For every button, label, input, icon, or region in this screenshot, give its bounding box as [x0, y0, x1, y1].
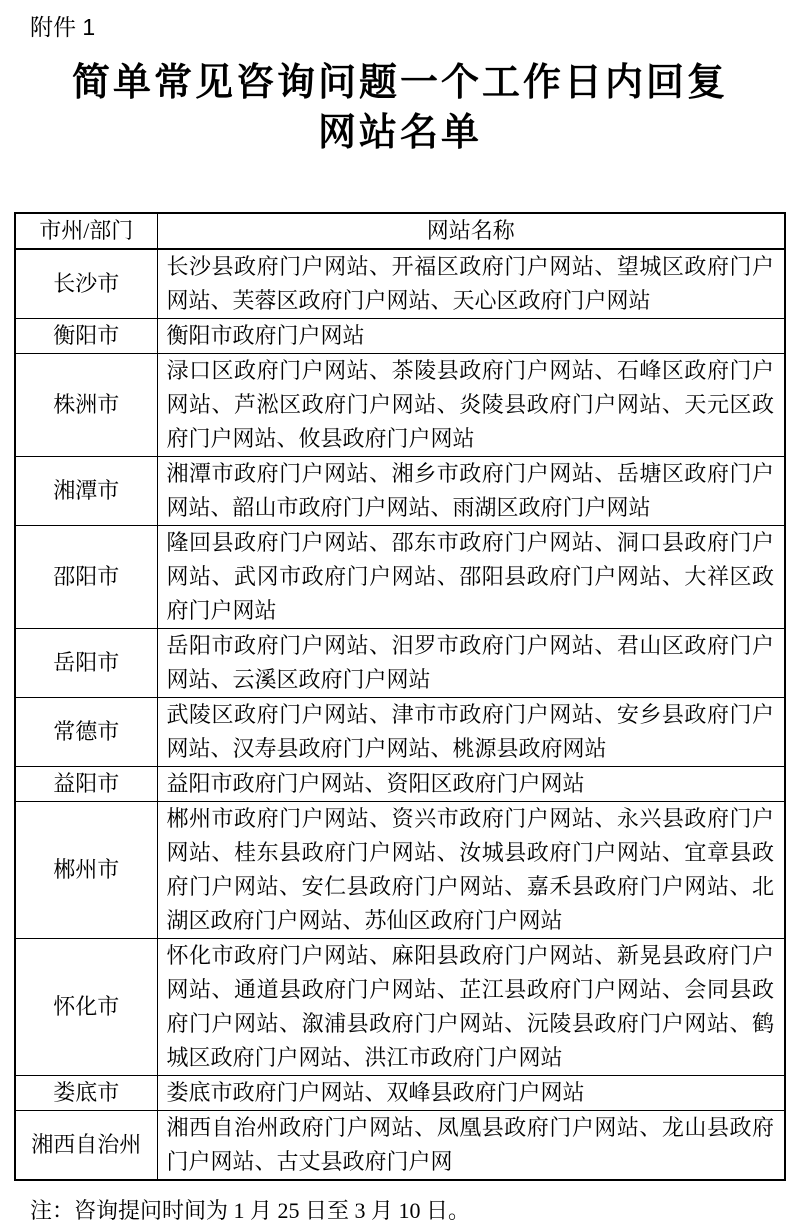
websites-cell: 岳阳市政府门户网站、汨罗市政府门户网站、君山区政府门户网站、云溪区政府门户网站 [157, 629, 785, 698]
header-website-name: 网站名称 [157, 213, 785, 249]
table-row [15, 939, 785, 1076]
region-cell: 常德市 [15, 698, 157, 767]
region-cell: 怀化市 [15, 939, 157, 1076]
table-row [15, 1111, 785, 1181]
websites-cell: 长沙县政府门户网站、开福区政府门户网站、望城区政府门户网站、芙蓉区政府门户网站、天心区政府门户网站 [157, 249, 785, 319]
region-cell: 郴州市 [15, 802, 157, 939]
table-row [15, 802, 785, 939]
table-row [15, 1076, 785, 1111]
table-row [15, 698, 785, 767]
table-row [15, 767, 785, 802]
region-cell: 长沙市 [15, 249, 157, 319]
websites-cell: 湘西自治州政府门户网站、凤凰县政府门户网站、龙山县政府门户网站、古丈县政府门户网 [157, 1111, 785, 1181]
region-cell: 株洲市 [15, 354, 157, 457]
websites-cell: 怀化市政府门户网站、麻阳县政府门户网站、新晃县政府门户网站、通道县政府门户网站、芷江县政府门户网站、会同县政府门户网站、溆浦县政府门户网站、沅陵县政府门户网站、鹤城区政府门户网站、洪江市政府门户网站 [157, 939, 785, 1076]
websites-cell: 衡阳市政府门户网站 [157, 319, 785, 354]
footnote: 注：咨询提问时间为 1 月 25 日至 3 月 10 日。 [30, 1198, 471, 1220]
websites-cell: 娄底市政府门户网站、双峰县政府门户网站 [157, 1076, 785, 1111]
region-cell: 衡阳市 [15, 319, 157, 354]
table-row [15, 354, 785, 457]
region-cell: 岳阳市 [15, 629, 157, 698]
websites-cell: 湘潭市政府门户网站、湘乡市政府门户网站、岳塘区政府门户网站、韶山市政府门户网站、雨湖区政府门户网站 [157, 457, 785, 526]
websites-cell: 郴州市政府门户网站、资兴市政府门户网站、永兴县政府门户网站、桂东县政府门户网站、汝城县政府门户网站、宜章县政府门户网站、安仁县政府门户网站、嘉禾县政府门户网站、北湖区政府门户网站、苏仙区政府门户网站 [157, 802, 785, 939]
region-cell: 益阳市 [15, 767, 157, 802]
table-header-row [15, 213, 785, 249]
table-row [15, 526, 785, 629]
websites-table [14, 212, 786, 1181]
header-region: 市州/部门 [15, 213, 157, 249]
table-row [15, 629, 785, 698]
table-row [15, 249, 785, 319]
region-cell: 邵阳市 [15, 526, 157, 629]
websites-cell: 隆回县政府门户网站、邵东市政府门户网站、洞口县政府门户网站、武冈市政府门户网站、邵阳县政府门户网站、大祥区政府门户网站 [157, 526, 785, 629]
document-title-line-1: 简单常见咨询问题一个工作日内回复 [71, 62, 728, 104]
attachment-label: 附件 1 [30, 14, 96, 40]
region-cell: 湘西自治州 [15, 1111, 157, 1181]
document-title [0, 58, 800, 158]
websites-cell: 益阳市政府门户网站、资阳区政府门户网站 [157, 767, 785, 802]
table-row [15, 457, 785, 526]
table-row [15, 319, 785, 354]
websites-cell: 渌口区政府门户网站、茶陵县政府门户网站、石峰区政府门户网站、芦淞区政府门户网站、炎陵县政府门户网站、天元区政府门户网站、攸县政府门户网站 [157, 354, 785, 457]
document-title-line-2: 网站名单 [317, 112, 482, 154]
region-cell: 湘潭市 [15, 457, 157, 526]
websites-cell: 武陵区政府门户网站、津市市政府门户网站、安乡县政府门户网站、汉寿县政府门户网站、桃源县政府网站 [157, 698, 785, 767]
region-cell: 娄底市 [15, 1076, 157, 1111]
